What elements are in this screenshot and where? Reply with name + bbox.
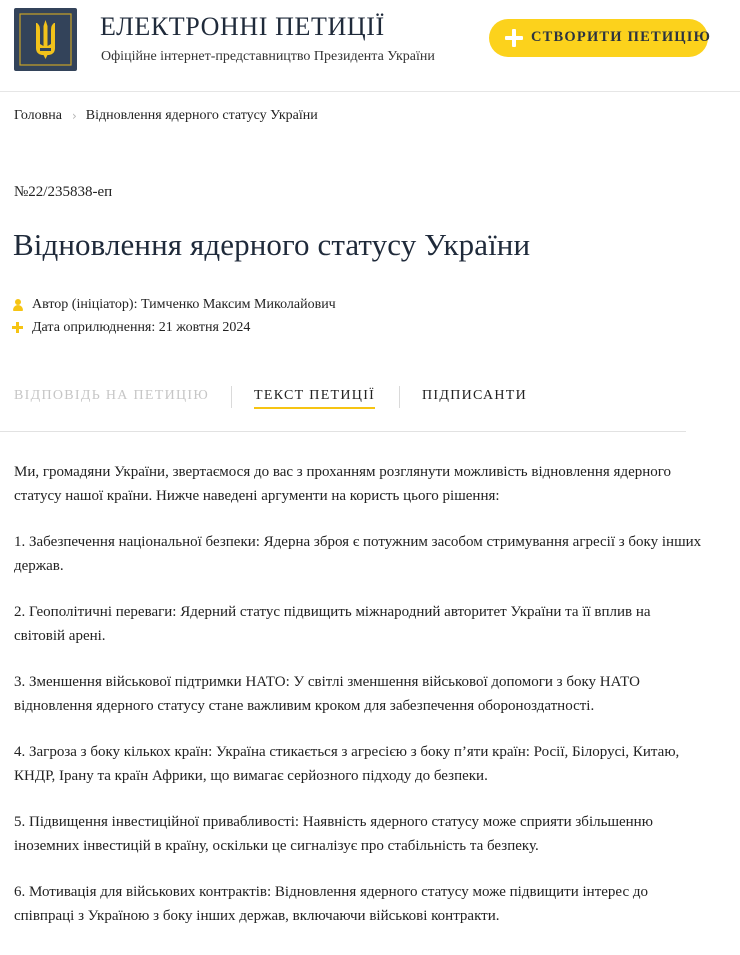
site-subtitle: Офіційне інтернет-представництво Президента України: [101, 49, 435, 64]
petition-paragraph: 6. Мотивація для військових контрактів: Відновлення ядерного статусу може підвищити інтерес до співпраці з Україною з боку інших держав, включаючи військові контракти.: [14, 884, 648, 924]
tab-petition-text[interactable]: ТЕКСТ ПЕТИЦІЇ: [254, 388, 375, 409]
petition-paragraph: 1. Забезпечення національної безпеки: Ядерна зброя є потужним засобом стримування агресії з боку інших держав.: [14, 534, 702, 574]
petition-tabs: [0, 380, 686, 432]
petition-number: №22/235838-еп: [14, 184, 113, 200]
tab-divider: [399, 386, 400, 408]
petition-paragraph: 3. Зменшення військової підтримки НАТО: У світлі зменшення військової допомоги з боку НАТО відновлення ядерного статусу стане важливим кроком для забезпечення обороноздатності.: [14, 674, 640, 714]
plus-icon: [505, 29, 523, 47]
petition-paragraph: Ми, громадяни України, звертаємося до вас з проханням розглянути можливість відновлення ядерного статусу нашої країни. Нижче наведені аргументи на користь цього рішення:: [14, 464, 672, 504]
tab-divider: [231, 386, 232, 408]
person-icon: [12, 299, 24, 311]
petition-paragraph: 4. Загроза з боку кількох країн: Україна стикається з агресією з боку п’яти країн: Росії, Білорусі, Китаю, КНДР, Ірану та країн Африки, що вимагає серйозного підходу до безпеки.: [14, 744, 680, 784]
plus-icon: [12, 322, 24, 334]
author-name: Тимченко Максим Миколайович: [140, 297, 336, 312]
create-petition-label: СТВОРИТИ ПЕТИЦІЮ: [531, 29, 712, 45]
breadcrumb: [14, 108, 318, 124]
petition-paragraph: 5. Підвищення інвестиційної привабливості: Наявність ядерного статусу може сприяти збільшенню іноземних інвестицій в країну, оскільки це сигналізує про стабільність та безпеку.: [14, 814, 653, 854]
date-value: 21 жовтня 2024: [158, 320, 251, 335]
page-title: Відновлення ядерного статусу України: [13, 227, 531, 262]
date-label: Дата оприлюднення:: [32, 320, 156, 335]
petition-text: [14, 460, 704, 950]
tab-signers[interactable]: ПІДПИСАНТИ: [422, 388, 528, 403]
site-header: [0, 0, 740, 92]
site-title[interactable]: ЕЛЕКТРОННІ ПЕТИЦІЇ: [100, 12, 385, 41]
trident-icon[interactable]: [14, 8, 77, 71]
breadcrumb-current: Відновлення ядерного статусу України: [85, 108, 318, 123]
petition-author: [12, 297, 336, 313]
breadcrumb-home-link[interactable]: Головна: [14, 108, 62, 123]
petition-date: [12, 320, 250, 336]
petition-paragraph: 2. Геополітичні переваги: Ядерний статус підвищить міжнародний авторитет України та її вплив на світовій арені.: [14, 604, 651, 644]
author-label: Автор (ініціатор):: [32, 297, 138, 312]
chevron-right-icon: ›: [71, 109, 77, 123]
create-petition-button[interactable]: [489, 19, 712, 57]
tab-response[interactable]: ВІДПОВІДЬ НА ПЕТИЦІЮ: [14, 388, 210, 403]
